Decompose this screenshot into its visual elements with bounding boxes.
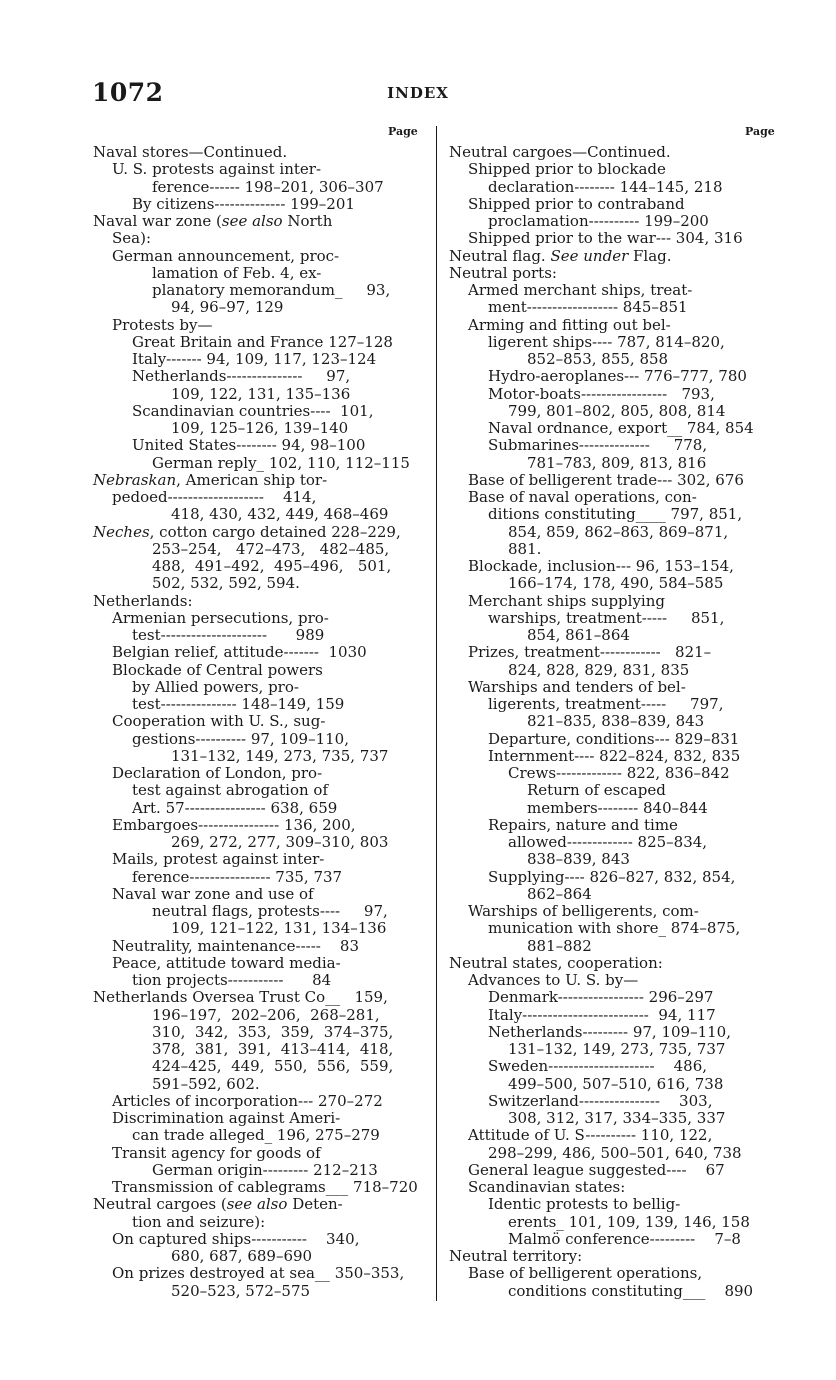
index-line: 799, 801–802, 805, 808, 814 — [508, 401, 726, 420]
index-line: 680, 687, 689–690 — [171, 1247, 313, 1265]
index-line: 109, 121–122, 131, 134–136 — [171, 919, 387, 938]
index-line: 852–853, 855, 858 — [527, 350, 669, 368]
index-line: 378, 381, 391, 413–414, 418, — [152, 1040, 394, 1058]
index-line: Prizes, treatment------------ 821– — [468, 643, 712, 662]
index-line: Neutral cargoes (see also Deten- — [93, 1195, 343, 1214]
index-line: Protests by— — [112, 315, 213, 334]
index-line: Hydro-aeroplanes--- 776–777, 780 — [488, 367, 747, 386]
index-line: 881. — [508, 539, 542, 558]
index-line: Neutral cargoes—Continued. — [449, 143, 671, 161]
index-line: Departure, conditions--- 829–831 — [488, 729, 740, 748]
index-line: ligerent ships---- 787, 814–820, — [488, 332, 725, 351]
index-line: Naval war zone and use of — [112, 884, 314, 903]
index-line: 308, 312, 317, 334–335, 337 — [508, 1109, 726, 1127]
index-line: Warships and tenders of bel- — [468, 677, 686, 696]
index-line: Nebraskan, American ship tor- — [93, 470, 328, 489]
index-line: Denmark----------------- 296–297 — [488, 988, 714, 1007]
index-line: pedoed------------------- 414, — [112, 488, 317, 506]
index-line: Base of belligerent trade--- 302, 676 — [468, 470, 744, 489]
index-line: Return of escaped — [527, 781, 666, 800]
index-line: Peace, attitude toward media- — [112, 953, 341, 972]
index-line: Naval war zone (see also North — [93, 212, 333, 230]
index-line: Armenian persecutions, pro- — [112, 608, 329, 627]
index-column-left — [93, 144, 427, 1300]
index-line: U. S. protests against inter- — [112, 160, 322, 179]
index-line: Neutral ports: — [449, 263, 557, 282]
index-line: Submarines-------------- 778, — [488, 436, 708, 455]
index-line: United States-------- 94, 98–100 — [132, 436, 366, 455]
index-line: Neutral flag. See under Flag. — [449, 246, 672, 265]
index-line: Scandinavian countries---- 101, — [132, 401, 374, 420]
index-line: 253–254, 472–473, 482–485, — [152, 539, 390, 558]
index-line: On captured ships----------- 340, — [112, 1229, 360, 1248]
index-line: Sweden--------------------- 486, — [488, 1057, 708, 1076]
index-line: 131–132, 149, 273, 735, 737 — [508, 1040, 726, 1058]
index-line: 131–132, 149, 273, 735, 737 — [171, 746, 389, 765]
index-line: 854, 861–864 — [527, 626, 630, 644]
index-line: Motor-boats----------------- 793, — [488, 384, 715, 403]
index-line: erents_ 101, 109, 139, 146, 158 — [508, 1212, 750, 1231]
index-line: 854, 859, 862–863, 869–871, — [508, 522, 729, 541]
index-line: German reply_ 102, 110, 112–115 — [152, 453, 410, 472]
index-line: tion projects----------- 84 — [132, 971, 332, 989]
index-line: Mails, protest against inter- — [112, 850, 325, 869]
index-line: munication with shore_ 874–875, — [488, 919, 741, 938]
index-line: Blockade, inclusion--- 96, 153–154, — [468, 557, 734, 575]
index-line: allowed------------- 825–834, — [508, 833, 708, 851]
index-line: Naval stores—Continued. — [93, 143, 288, 161]
index-line: Internment---- 822–824, 832, 835 — [488, 746, 741, 765]
index-line: Great Britain and France 127–128 — [132, 332, 393, 351]
index-line: Neutrality, maintenance----- 83 — [112, 936, 360, 955]
index-line: Italy------- 94, 109, 117, 123–124 — [132, 350, 377, 368]
index-line: Embargoes---------------- 136, 200, — [112, 815, 356, 834]
index-line: Netherlands--------- 97, 109–110, — [488, 1022, 731, 1041]
index-line: proclamation---------- 199–200 — [488, 212, 709, 230]
index-line: 418, 430, 432, 449, 468–469 — [171, 505, 389, 524]
index-line: planatory memorandum_ 93, — [152, 281, 391, 299]
index-line: Arming and fitting out bel- — [468, 315, 671, 334]
page-number: 1072 — [92, 78, 164, 107]
index-line: Base of naval operations, con- — [468, 488, 697, 506]
index-line: By citizens-------------- 199–201 — [132, 194, 355, 213]
index-line: 824, 828, 829, 831, 835 — [508, 660, 690, 679]
column-divider — [436, 126, 437, 1301]
index-line: test--------------- 148–149, 159 — [132, 695, 345, 713]
index-line: warships, treatment----- 851, — [488, 608, 725, 627]
index-line: 298–299, 486, 500–501, 640, 738 — [488, 1143, 742, 1162]
index-line: 94, 96–97, 129 — [171, 298, 284, 317]
index-line: members-------- 840–844 — [527, 798, 708, 817]
page-column-label-right: Page — [745, 125, 775, 138]
index-line: 502, 532, 592, 594. — [152, 574, 300, 593]
index-line: Blockade of Central powers — [112, 660, 323, 679]
index-line: Advances to U. S. by— — [468, 971, 639, 989]
index-line: 821–835, 838–839, 843 — [527, 712, 705, 731]
index-line: Netherlands--------------- 97, — [132, 367, 351, 386]
index-line: Belgian relief, attitude------- 1030 — [112, 643, 367, 662]
index-line: gestions---------- 97, 109–110, — [132, 729, 349, 748]
index-line: 591–592, 602. — [152, 1074, 260, 1093]
index-line: ligerents, treatment----- 797, — [488, 695, 724, 713]
index-line: Armed merchant ships, treat- — [468, 281, 693, 299]
index-line: can trade alleged_ 196, 275–279 — [132, 1126, 380, 1145]
index-line: Art. 57---------------- 638, 659 — [132, 798, 338, 817]
index-line: 269, 272, 277, 309–310, 803 — [171, 833, 389, 851]
index-line: ditions constituting____ 797, 851, — [488, 505, 743, 524]
index-line: Warships of belligerents, com- — [468, 902, 699, 920]
index-line: Netherlands Oversea Trust Co__ 159, — [93, 988, 388, 1007]
index-line: Switzerland---------------- 303, — [488, 1091, 713, 1110]
index-line: 520–523, 572–575 — [171, 1281, 311, 1300]
page-column-label-left: Page — [388, 125, 418, 138]
index-line: On prizes destroyed at sea__ 350–353, — [112, 1264, 405, 1283]
index-column-right — [449, 144, 782, 1300]
index-line: Malmö conference--------- 7–8 — [508, 1229, 741, 1248]
index-line: Neches, cotton cargo detained 228–229, — [93, 522, 401, 541]
index-line: test--------------------- 989 — [132, 626, 325, 644]
index-line: 881–882 — [527, 936, 592, 955]
index-line: Netherlands: — [93, 591, 193, 610]
index-line: 109, 125–126, 139–140 — [171, 419, 349, 437]
index-line: Italy------------------------- 94, 117 — [488, 1005, 716, 1024]
index-line: Cooperation with U. S., sug- — [112, 712, 326, 731]
index-line: Attitude of U. S---------- 110, 122, — [468, 1126, 713, 1145]
index-line: 488, 491–492, 495–496, 501, — [152, 557, 392, 575]
index-line: Declaration of London, pro- — [112, 764, 323, 782]
index-line: conditions constituting___ 890 — [508, 1281, 754, 1300]
index-line: 166–174, 178, 490, 584–585 — [508, 574, 724, 593]
index-line: 310, 342, 353, 359, 374–375, — [152, 1022, 394, 1041]
index-line: Scandinavian states: — [468, 1178, 626, 1196]
index-line: declaration-------- 144–145, 218 — [488, 177, 723, 196]
index-line: 862–864 — [527, 884, 592, 903]
index-line: General league suggested---- 67 — [468, 1160, 725, 1179]
index-line: Identic protests to bellig- — [488, 1195, 681, 1214]
index-line: German origin--------- 212–213 — [152, 1160, 378, 1179]
index-line: test against abrogation of — [132, 781, 328, 800]
index-line: Transmission of cablegrams___ 718–720 — [112, 1178, 418, 1196]
index-line: Shipped prior to contraband — [468, 194, 685, 213]
index-line: Crews------------- 822, 836–842 — [508, 764, 730, 782]
index-line: Neutral states, cooperation: — [449, 953, 663, 972]
index-line: 196–197, 202–206, 268–281, — [152, 1005, 380, 1024]
index-line: Sea): — [112, 229, 152, 248]
index-line: ference---------------- 735, 737 — [132, 867, 343, 886]
index-line: tion and seizure): — [132, 1212, 266, 1231]
index-line: by Allied powers, pro- — [132, 677, 299, 696]
index-line: 424–425, 449, 550, 556, 559, — [152, 1057, 394, 1076]
index-line: Supplying---- 826–827, 832, 854, — [488, 867, 736, 886]
index-line: 781–783, 809, 813, 816 — [527, 453, 707, 472]
index-line: Neutral territory: — [449, 1247, 583, 1265]
running-head: INDEX — [387, 84, 449, 102]
index-line: 838–839, 843 — [527, 850, 630, 869]
index-line: Merchant ships supplying — [468, 591, 665, 610]
index-line: German announcement, proc- — [112, 246, 340, 265]
index-line: 499–500, 507–510, 616, 738 — [508, 1074, 724, 1093]
index-line: ference------ 198–201, 306–307 — [152, 177, 384, 196]
index-line: Discrimination against Ameri- — [112, 1109, 341, 1127]
index-line: Repairs, nature and time — [488, 815, 678, 834]
index-line: Shipped prior to the war--- 304, 316 — [468, 229, 743, 248]
index-line: Base of belligerent operations, — [468, 1264, 703, 1283]
index-line: lamation of Feb. 4, ex- — [152, 263, 322, 282]
index-line: Articles of incorporation--- 270–272 — [112, 1091, 383, 1110]
index-line: neutral flags, protests---- 97, — [152, 902, 388, 920]
index-line: Transit agency for goods of — [112, 1143, 321, 1162]
index-line: ment------------------ 845–851 — [488, 298, 688, 317]
index-line: 109, 122, 131, 135–136 — [171, 384, 351, 403]
index-line: Shipped prior to blockade — [468, 160, 666, 179]
index-line: Naval ordnance, export__ 784, 854 — [488, 419, 754, 437]
